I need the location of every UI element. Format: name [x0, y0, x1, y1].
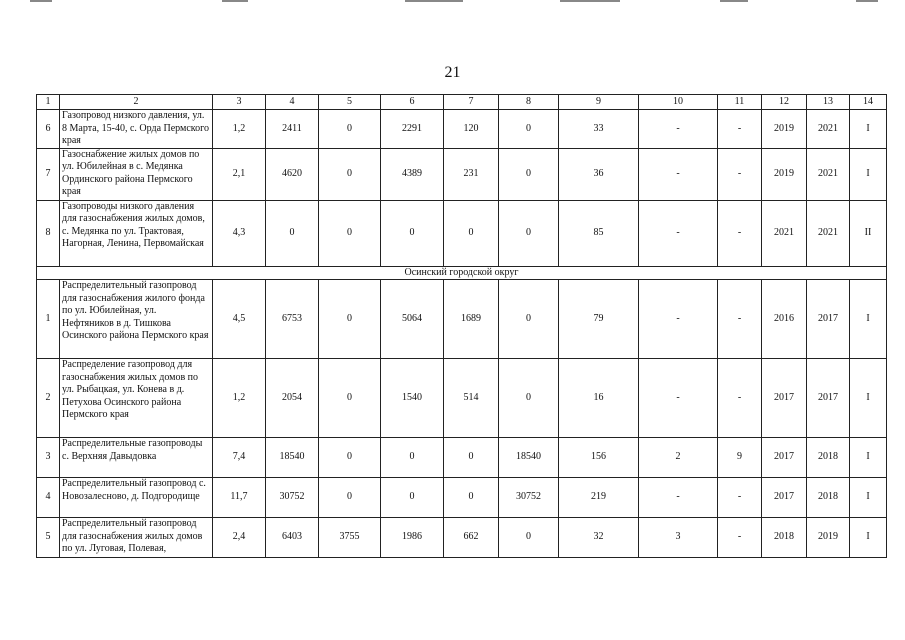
- cell-value: 514: [444, 359, 499, 438]
- cell-value: 0: [499, 110, 559, 149]
- cell-value: -: [639, 280, 718, 359]
- cell-value: 0: [319, 148, 381, 200]
- table-row: [37, 280, 887, 359]
- cell-value: 2018: [807, 438, 850, 478]
- table-row: [37, 438, 887, 478]
- column-header: 2: [60, 95, 213, 110]
- cell-value: 2019: [807, 518, 850, 558]
- table-row: [37, 518, 887, 558]
- object-name: Газоснабжение жилых домов по ул. Юбилейная в с. Медянка Ординского района Пермского края: [60, 148, 213, 200]
- cell-value: 18540: [266, 438, 319, 478]
- cell-value: 9: [718, 438, 762, 478]
- cell-value: -: [718, 110, 762, 149]
- cell-value: 2,4: [213, 518, 266, 558]
- cell-value: 1689: [444, 280, 499, 359]
- cell-value: I: [850, 110, 887, 149]
- cell-value: -: [718, 478, 762, 518]
- section-title: Осинский городской округ: [37, 266, 887, 280]
- cell-value: 79: [559, 280, 639, 359]
- table-row: [37, 148, 887, 200]
- row-number: 8: [37, 200, 60, 266]
- cell-value: 0: [319, 438, 381, 478]
- cell-value: 5064: [381, 280, 444, 359]
- cell-value: 4620: [266, 148, 319, 200]
- object-name: Газопроводы низкого давления для газоснабжения жилых домов, с. Медянка по ул. Трактовая, Нагорная, Ленина, Первомайская: [60, 200, 213, 266]
- cell-value: I: [850, 280, 887, 359]
- cell-value: -: [639, 359, 718, 438]
- column-header: 8: [499, 95, 559, 110]
- cell-value: I: [850, 478, 887, 518]
- row-number: 5: [37, 518, 60, 558]
- cell-value: II: [850, 200, 887, 266]
- cell-value: 2017: [807, 359, 850, 438]
- cell-value: 2017: [762, 478, 807, 518]
- cell-value: I: [850, 518, 887, 558]
- cell-value: 2019: [762, 110, 807, 149]
- row-number: 4: [37, 478, 60, 518]
- column-header: 14: [850, 95, 887, 110]
- cell-value: I: [850, 148, 887, 200]
- column-header: 7: [444, 95, 499, 110]
- cell-value: 85: [559, 200, 639, 266]
- cell-value: 6403: [266, 518, 319, 558]
- object-name: Распределение газопровод для газоснабжения жилых домов по ул. Рыбацкая, ул. Конева в д. Петухова Осинского района Пермского края: [60, 359, 213, 438]
- cell-value: 0: [319, 110, 381, 149]
- cell-value: 18540: [499, 438, 559, 478]
- cell-value: 2,1: [213, 148, 266, 200]
- cell-value: 4,5: [213, 280, 266, 359]
- object-name: Распределительный газопровод для газоснабжения жилого фонда по ул. Юбилейная, ул. Нефтяников в д. Тишкова Осинского района Пермского края: [60, 280, 213, 359]
- cell-value: 156: [559, 438, 639, 478]
- cell-value: 30752: [266, 478, 319, 518]
- cell-value: 1986: [381, 518, 444, 558]
- cell-value: 36: [559, 148, 639, 200]
- cell-value: -: [718, 148, 762, 200]
- object-name: Распределительный газопровод для газоснабжения жилых домов по ул. Луговая, Полевая,: [60, 518, 213, 558]
- cell-value: 0: [319, 280, 381, 359]
- cell-value: -: [718, 280, 762, 359]
- cell-value: 3: [639, 518, 718, 558]
- cell-value: 4389: [381, 148, 444, 200]
- cell-value: 33: [559, 110, 639, 149]
- page-number: 21: [444, 64, 461, 81]
- cell-value: 11,7: [213, 478, 266, 518]
- row-number: 7: [37, 148, 60, 200]
- cell-value: 4,3: [213, 200, 266, 266]
- cell-value: 1,2: [213, 110, 266, 149]
- cell-value: 32: [559, 518, 639, 558]
- table-row: [37, 478, 887, 518]
- cell-value: 2017: [762, 359, 807, 438]
- cell-value: 0: [499, 200, 559, 266]
- cell-value: 7,4: [213, 438, 266, 478]
- cell-value: 2019: [762, 148, 807, 200]
- cell-value: 2017: [807, 280, 850, 359]
- cell-value: 16: [559, 359, 639, 438]
- cell-value: 3755: [319, 518, 381, 558]
- row-number: 2: [37, 359, 60, 438]
- cell-value: 0: [499, 518, 559, 558]
- cell-value: 0: [381, 478, 444, 518]
- cell-value: -: [639, 110, 718, 149]
- row-number: 3: [37, 438, 60, 478]
- cell-value: 219: [559, 478, 639, 518]
- cell-value: 1,2: [213, 359, 266, 438]
- cell-value: 0: [444, 200, 499, 266]
- column-header: 1: [37, 95, 60, 110]
- column-header: 10: [639, 95, 718, 110]
- cell-value: -: [639, 200, 718, 266]
- cell-value: 6753: [266, 280, 319, 359]
- cell-value: 2018: [807, 478, 850, 518]
- cell-value: 2017: [762, 438, 807, 478]
- column-header: 4: [266, 95, 319, 110]
- cell-value: -: [639, 478, 718, 518]
- row-number: 6: [37, 110, 60, 149]
- cell-value: 2291: [381, 110, 444, 149]
- cell-value: 0: [319, 478, 381, 518]
- cell-value: 0: [499, 148, 559, 200]
- cell-value: 231: [444, 148, 499, 200]
- cell-value: 2: [639, 438, 718, 478]
- scan-edge-marks: [0, 0, 905, 3]
- cell-value: -: [718, 518, 762, 558]
- object-name: Газопровод низкого давления, ул. 8 Марта, 15-40, с. Орда Пермского края: [60, 110, 213, 149]
- data-table: [36, 94, 887, 558]
- object-name: Распределительный газопровод с. Новозалесново, д. Подгородище: [60, 478, 213, 518]
- row-number: 1: [37, 280, 60, 359]
- cell-value: 0: [444, 438, 499, 478]
- cell-value: 2021: [807, 200, 850, 266]
- cell-value: -: [639, 148, 718, 200]
- cell-value: 2411: [266, 110, 319, 149]
- cell-value: 2021: [807, 148, 850, 200]
- cell-value: 2021: [807, 110, 850, 149]
- column-header: 3: [213, 95, 266, 110]
- table-row: [37, 200, 887, 266]
- column-header: 6: [381, 95, 444, 110]
- cell-value: 0: [499, 359, 559, 438]
- table-row: [37, 359, 887, 438]
- column-header: 5: [319, 95, 381, 110]
- cell-value: 2021: [762, 200, 807, 266]
- cell-value: 0: [266, 200, 319, 266]
- cell-value: 2018: [762, 518, 807, 558]
- object-name: Распределительные газопроводы с. Верхняя Давыдовка: [60, 438, 213, 478]
- column-header: 11: [718, 95, 762, 110]
- cell-value: 0: [499, 280, 559, 359]
- cell-value: 0: [444, 478, 499, 518]
- table-row: [37, 110, 887, 149]
- cell-value: 2016: [762, 280, 807, 359]
- cell-value: 0: [319, 359, 381, 438]
- cell-value: 2054: [266, 359, 319, 438]
- column-header: 9: [559, 95, 639, 110]
- cell-value: 0: [319, 200, 381, 266]
- cell-value: -: [718, 359, 762, 438]
- cell-value: 120: [444, 110, 499, 149]
- cell-value: I: [850, 438, 887, 478]
- cell-value: -: [718, 200, 762, 266]
- cell-value: 0: [381, 200, 444, 266]
- cell-value: 1540: [381, 359, 444, 438]
- header-row: [37, 95, 887, 110]
- cell-value: 30752: [499, 478, 559, 518]
- column-header: 13: [807, 95, 850, 110]
- cell-value: I: [850, 359, 887, 438]
- section-row: [37, 266, 887, 280]
- cell-value: 662: [444, 518, 499, 558]
- cell-value: 0: [381, 438, 444, 478]
- column-header: 12: [762, 95, 807, 110]
